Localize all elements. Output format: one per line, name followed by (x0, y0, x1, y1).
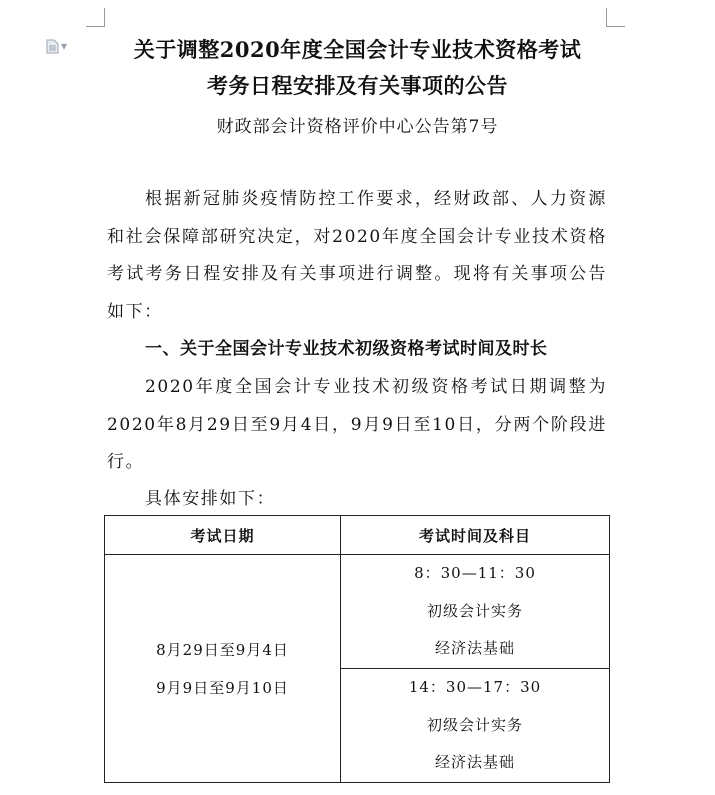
date-range-1: 8月29日至9月4日 (156, 640, 289, 659)
table-header-row (105, 516, 610, 555)
margin-corner-marker-left (86, 8, 105, 27)
chevron-down-icon: ▾ (61, 39, 68, 53)
morning-subject-1: 初级会计实务 (426, 601, 523, 620)
afternoon-subject-1: 初级会计实务 (426, 715, 523, 734)
afternoon-subject-2: 经济法基础 (434, 753, 515, 772)
announcement-number: 财政部会计资格评价中心公告第7号 (216, 117, 499, 137)
morning-time: 8：30—11：30 (414, 564, 536, 583)
header-exam-time-subject: 考试时间及科目 (341, 516, 610, 555)
paragraph-exam-dates: 2020年度全国会计专业技术初级资格考试日期调整为2020年8月29日至9月4日，9月9日至10日，分两个阶段进行。 (107, 377, 607, 472)
margin-corner-marker-right (606, 8, 625, 27)
afternoon-slot-cell (341, 669, 610, 783)
title-line-2: 考务日程安排及有关事项的公告 (207, 73, 508, 98)
header-exam-date: 考试日期 (105, 516, 341, 555)
date-range-2: 9月9日至9月10日 (156, 678, 289, 697)
table-row (105, 555, 610, 669)
afternoon-time: 14：30—17：30 (408, 678, 542, 697)
section-heading-1: 一、关于全国会计专业技术初级资格考试时间及时长 (145, 339, 548, 359)
morning-subject-2: 经济法基础 (434, 639, 515, 658)
paragraph-schedule-intro: 具体安排如下： (145, 489, 276, 509)
exam-date-cell (105, 555, 341, 783)
paragraph-intro: 根据新冠肺炎疫情防控工作要求，经财政部、人力资源和社会保障部研究决定，对2020年度全国会计专业技术资格考试考务日程安排及有关事项进行调整。现将有关事项公告如下： (107, 189, 607, 322)
title-line-1: 关于调整2020年度全国会计专业技术资格考试 (133, 37, 582, 62)
morning-slot-cell (341, 555, 610, 669)
schedule-table (104, 515, 610, 783)
